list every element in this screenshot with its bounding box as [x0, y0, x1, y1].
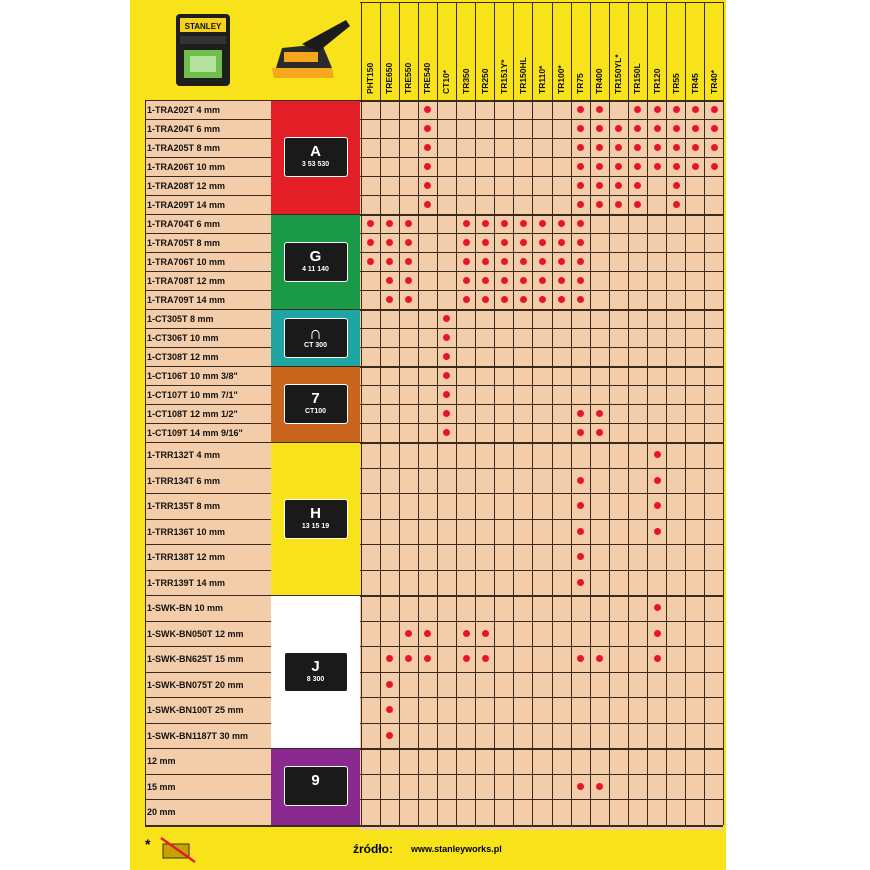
row-label: 1-TRR136T 10 mm [145, 519, 271, 545]
column-header [705, 4, 724, 98]
source-url[interactable]: www.stanleyworks.pl [411, 844, 502, 854]
row-label: 1-TRA708T 12 mm [145, 271, 271, 290]
column-header-label: TR151Y* [498, 59, 509, 94]
column-header-label: TRE550 [403, 62, 414, 94]
row-label: 1-CT306T 10 mm [145, 328, 271, 347]
row-label: 1-TRA208T 12 mm [145, 176, 271, 195]
column-header [648, 4, 667, 98]
row-divider [360, 646, 723, 647]
compatibility-dot [482, 258, 489, 265]
row-label: 1-TRA205T 8 mm [145, 138, 271, 157]
staple-type-letter: A [310, 143, 321, 160]
compatibility-dot [482, 630, 489, 637]
row-divider [360, 271, 723, 272]
compatibility-dot [520, 277, 527, 284]
staple-type-numbers: 4 11 140 [302, 265, 329, 273]
row-label: 1-TRA202T 4 mm [145, 100, 271, 119]
header-top-border [360, 2, 723, 3]
compatibility-dot [558, 296, 565, 303]
column-header-label: CT10* [441, 69, 452, 94]
compatibility-dot [367, 220, 374, 227]
compatibility-dot [501, 258, 508, 265]
column-divider [380, 2, 381, 825]
compatibility-dot [577, 579, 584, 586]
compatibility-dot [463, 655, 470, 662]
compatibility-dot [463, 239, 470, 246]
column-header [495, 4, 514, 98]
compatibility-dot [711, 163, 718, 170]
row-divider [360, 404, 723, 405]
staple-type-badge [284, 242, 348, 282]
compatibility-dot [673, 201, 680, 208]
compatibility-dot [463, 220, 470, 227]
row-divider [360, 366, 723, 368]
compatibility-dot [482, 655, 489, 662]
column-header-label: TR350 [460, 68, 471, 94]
column-divider [418, 2, 419, 825]
column-header-label: TR150L [632, 63, 643, 94]
column-header [533, 4, 552, 98]
compatibility-dot [654, 502, 661, 509]
row-divider [360, 493, 723, 494]
row-divider [360, 621, 723, 622]
row-divider [360, 723, 723, 724]
staple-type-badge [284, 652, 348, 692]
staple-type-numbers: CT100 [304, 408, 326, 415]
row-divider [360, 176, 723, 177]
row-label: 20 mm [145, 799, 271, 825]
row-divider [360, 519, 723, 520]
compatibility-dot [558, 258, 565, 265]
column-divider [628, 2, 629, 825]
no-tool-icon [159, 836, 197, 869]
column-header-label: TR150HL [517, 57, 528, 94]
compatibility-dot [501, 220, 508, 227]
column-divider [552, 2, 553, 825]
column-header-label: TR45 [689, 73, 700, 94]
row-label: 1-TRR132T 4 mm [145, 442, 271, 468]
compatibility-dot [654, 125, 661, 132]
compatibility-dot [673, 144, 680, 151]
column-header-label: TR250 [479, 68, 490, 94]
column-header [399, 4, 418, 98]
row-label: 1-SWK-BN100T 25 mm [145, 697, 271, 723]
row-divider [360, 595, 723, 597]
column-divider [666, 2, 667, 825]
column-header [686, 4, 705, 98]
row-divider [360, 138, 723, 139]
row-divider [360, 442, 723, 444]
staples-package-image [166, 10, 240, 90]
column-divider [494, 2, 495, 825]
compatibility-dot [520, 296, 527, 303]
row-label: 1-SWK-BN050T 12 mm [145, 621, 271, 647]
compatibility-dot [539, 296, 546, 303]
column-header-label: TR40* [708, 69, 719, 94]
row-divider [360, 570, 723, 571]
compatibility-dot [539, 258, 546, 265]
compatibility-dot [654, 630, 661, 637]
row-divider [360, 799, 723, 800]
row-divider [360, 328, 723, 329]
row-label: 1-CT305T 8 mm [145, 309, 271, 328]
compatibility-dot [692, 125, 699, 132]
compatibility-grid [360, 100, 723, 830]
column-divider [456, 2, 457, 825]
staple-type-letter: 7 [311, 390, 320, 407]
staple-type-badge [284, 499, 348, 539]
row-divider [360, 672, 723, 673]
compatibility-dot [558, 277, 565, 284]
row-label: 1-CT106T 10 mm 3/8" [145, 366, 271, 385]
compatibility-dot [654, 106, 661, 113]
compatibility-dot [482, 220, 489, 227]
compatibility-dot [463, 630, 470, 637]
column-header [418, 4, 437, 98]
row-divider [360, 119, 723, 120]
column-header [437, 4, 456, 98]
column-header-label: TRE540 [422, 62, 433, 94]
column-divider [609, 2, 610, 825]
staple-type-letter: H [310, 504, 321, 522]
row-label: 15 mm [145, 774, 271, 800]
column-divider [685, 2, 686, 825]
row-divider [360, 385, 723, 386]
compatibility-dot [501, 296, 508, 303]
row-label: 1-SWK-BN 10 mm [145, 595, 271, 621]
compatibility-dot [463, 277, 470, 284]
column-header [476, 4, 495, 98]
column-header-label: TR150YL* [613, 54, 624, 94]
svg-text:STANLEY: STANLEY [184, 22, 222, 31]
staple-type-letter: G [309, 247, 322, 265]
compatibility-dot [654, 477, 661, 484]
row-divider [360, 214, 723, 216]
row-label: 1-SWK-BN1187T 30 mm [145, 723, 271, 749]
row-divider [360, 233, 723, 234]
row-divider [360, 697, 723, 698]
compatibility-dot [386, 681, 393, 688]
compatibility-dot [367, 258, 374, 265]
grid-bottom-border [145, 825, 723, 827]
compatibility-dot [654, 655, 661, 662]
row-label: 1-TRR138T 12 mm [145, 544, 271, 570]
staple-gun-image [262, 8, 358, 94]
row-label: 1-SWK-BN075T 20 mm [145, 672, 271, 698]
column-header [667, 4, 686, 98]
compatibility-dot [654, 144, 661, 151]
compatibility-dot [558, 239, 565, 246]
footer [145, 832, 725, 870]
column-divider [475, 2, 476, 825]
staple-type-badge [284, 137, 348, 177]
column-header-label: TR75 [575, 73, 586, 94]
column-header [609, 4, 628, 98]
compatibility-dot [539, 277, 546, 284]
row-divider [360, 774, 723, 775]
column-header [514, 4, 533, 98]
compatibility-dot [673, 106, 680, 113]
column-divider [590, 2, 591, 825]
row-divider [360, 252, 723, 253]
row-divider [360, 748, 723, 750]
row-label: 1-CT108T 12 mm 1/2" [145, 404, 271, 423]
compatibility-dot [539, 220, 546, 227]
column-header-label: TR100* [556, 65, 566, 94]
row-label: 1-TRA704T 6 mm [145, 214, 271, 233]
row-divider [360, 195, 723, 196]
row-label: 1-CT109T 14 mm 9/16" [145, 423, 271, 442]
column-divider [647, 2, 648, 825]
compatibility-dot [386, 732, 393, 739]
column-header-label: TRE650 [384, 62, 395, 94]
column-divider [704, 2, 705, 825]
compatibility-dot [654, 163, 661, 170]
compatibility-dot [539, 239, 546, 246]
staple-type-letter: 9 [311, 772, 320, 790]
column-header-label: TR120 [651, 68, 662, 94]
staple-type-letter: ∩ [309, 322, 322, 343]
column-header-label: TR55 [670, 73, 681, 94]
compatibility-dot [520, 239, 527, 246]
compatibility-dot [692, 163, 699, 170]
column-header [628, 4, 647, 98]
row-label: 1-CT308T 12 mm [145, 347, 271, 366]
row-label: 1-TRR135T 8 mm [145, 493, 271, 519]
column-header-label: PHT150 [365, 62, 375, 94]
row-label: 1-CT107T 10 mm 7/1" [145, 385, 271, 404]
compatibility-dot [673, 182, 680, 189]
footnote-star: * [145, 836, 151, 852]
column-divider [532, 2, 533, 825]
row-divider [360, 290, 723, 291]
compatibility-dot [577, 528, 584, 535]
staple-type-letter: J [311, 657, 320, 675]
row-divider [360, 157, 723, 158]
compatibility-dot [520, 258, 527, 265]
staple-type-numbers: 3 53 530 [301, 161, 330, 168]
compatibility-dot [501, 277, 508, 284]
row-divider [360, 423, 723, 424]
compatibility-dot [596, 783, 603, 790]
column-header [361, 4, 380, 98]
compatibility-dot [711, 144, 718, 151]
column-divider [723, 2, 724, 825]
compatibility-dot [463, 258, 470, 265]
staple-type-numbers: 8 300 [306, 675, 325, 683]
row-label: 1-SWK-BN625T 15 mm [145, 646, 271, 672]
compatibility-dot [501, 239, 508, 246]
source-label: źródło: [353, 842, 393, 856]
row-label: 1-TRA705T 8 mm [145, 233, 271, 252]
compatibility-dot [577, 783, 584, 790]
compatibility-dot [673, 125, 680, 132]
column-divider [399, 2, 400, 825]
compatibility-dot [711, 125, 718, 132]
staple-type-badge [284, 318, 348, 358]
label-column-border [145, 100, 146, 825]
compatibility-dot [692, 144, 699, 151]
compatibility-dot [654, 528, 661, 535]
row-divider [360, 544, 723, 545]
compatibility-dot [463, 296, 470, 303]
row-divider [360, 100, 723, 102]
staple-type-numbers: 13 15 19 [301, 522, 330, 530]
compatibility-dot [673, 163, 680, 170]
row-label: 1-TRA209T 14 mm [145, 195, 271, 214]
row-label: 1-TRA706T 10 mm [145, 252, 271, 271]
column-header [457, 4, 476, 98]
column-header [571, 4, 590, 98]
compatibility-dot [482, 296, 489, 303]
compatibility-dot [405, 630, 412, 637]
row-label: 1-TRA206T 10 mm [145, 157, 271, 176]
row-divider [360, 468, 723, 469]
column-divider [437, 2, 438, 825]
column-header [380, 4, 399, 98]
staple-type-badge [284, 766, 348, 806]
compatibility-dot [558, 220, 565, 227]
compatibility-dot [654, 451, 661, 458]
column-header [590, 4, 609, 98]
compatibility-dot [654, 604, 661, 611]
row-label: 12 mm [145, 748, 271, 774]
compatibility-dot [692, 106, 699, 113]
row-label: 1-TRR139T 14 mm [145, 570, 271, 596]
row-label: 1-TRA204T 6 mm [145, 119, 271, 138]
compatibility-dot [711, 106, 718, 113]
row-label: 1-TRA709T 14 mm [145, 290, 271, 309]
compatibility-dot [577, 477, 584, 484]
row-label: 1-TRR134T 6 mm [145, 468, 271, 494]
column-header [552, 4, 571, 98]
compatibility-dot [520, 220, 527, 227]
compatibility-dot [367, 239, 374, 246]
row-divider [360, 347, 723, 348]
row-divider [360, 309, 723, 311]
column-divider [571, 2, 572, 825]
compatibility-dot [482, 239, 489, 246]
column-divider [361, 2, 362, 825]
column-header-label: TR400 [594, 68, 605, 94]
compatibility-dot [482, 277, 489, 284]
staple-type-numbers: CT 300 [304, 341, 327, 349]
column-header-label: TR110* [536, 65, 547, 94]
column-divider [513, 2, 514, 825]
staple-type-badge [284, 384, 348, 424]
